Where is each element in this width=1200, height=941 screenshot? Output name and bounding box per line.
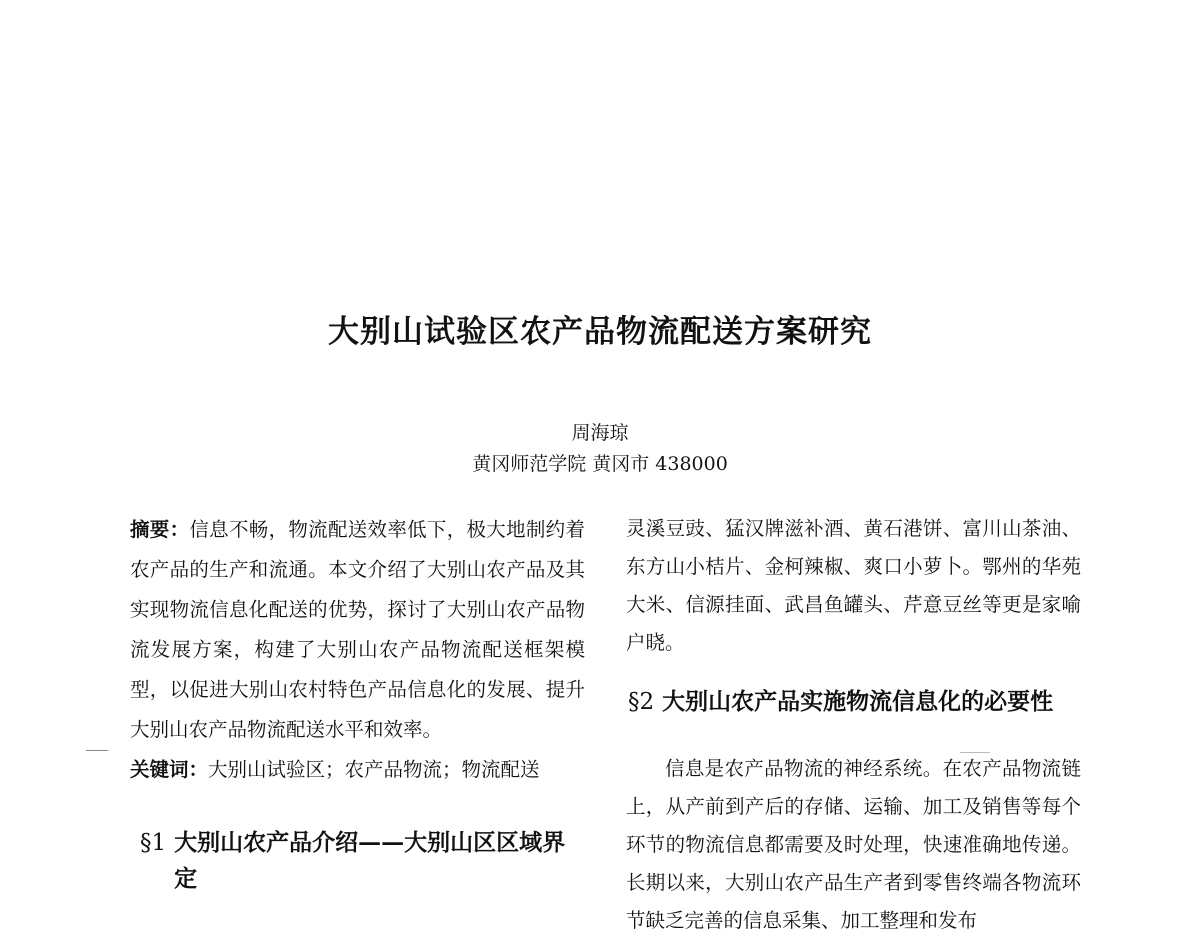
paper-title: 大别山试验区农产品物流配送方案研究 xyxy=(328,314,872,350)
product-list-paragraph: 灵溪豆豉、猛汉牌滋补酒、黄石港饼、富川山茶油、东方山小桔片、金柯辣椒、爽口小萝卜。鄂州的华苑大米、信源挂面、武昌鱼罐头、芹意豆丝等更是家喻户晓。 xyxy=(626,517,1081,654)
section-2-heading xyxy=(626,684,1081,720)
section-2-title: 大别山农产品实施物流信息化的必要性 xyxy=(662,688,1054,715)
scan-artifact-left xyxy=(86,750,108,751)
section-1-number: §1 xyxy=(140,830,167,856)
section-2-number: §2 xyxy=(628,689,655,715)
keywords xyxy=(130,750,585,790)
right-column xyxy=(626,510,1081,940)
section-1-title: 大别山农产品介绍——大别山区区域界定 xyxy=(174,829,566,892)
section-1-heading xyxy=(130,825,585,897)
keywords-text: 大别山试验区；农产品物流；物流配送 xyxy=(208,758,540,781)
abstract-text: 信息不畅，物流配送效率低下，极大地制约着农产品的生产和流通。本文介绍了大别山农产品及其实现物流信息化配送的优势，探讨了大别山农产品物流发展方案，构建了大别山农产品物流配送框架模型，以促进大别山农村特色产品信息化的发展、提升大别山农产品物流配送水平和效率。 xyxy=(130,518,585,741)
left-column xyxy=(130,510,585,897)
author-affiliation: 黄冈师范学院 黄冈市 438000 xyxy=(472,453,728,475)
keywords-label: 关键词： xyxy=(130,758,209,781)
abstract xyxy=(130,510,585,750)
author-name: 周海琼 xyxy=(571,422,629,444)
information-paragraph: 信息是农产品物流的神经系统。在农产品物流链上，从产前到产后的存储、运输、加工及销售等每个环节的物流信息都需要及时处理，快速准确地传递。长期以来，大别山农产品生产者到零售终端各物流环节缺乏完善的信息采集、加工整理和发布 xyxy=(626,757,1081,932)
scan-artifact-right xyxy=(960,752,990,753)
abstract-label: 摘要： xyxy=(130,518,190,541)
